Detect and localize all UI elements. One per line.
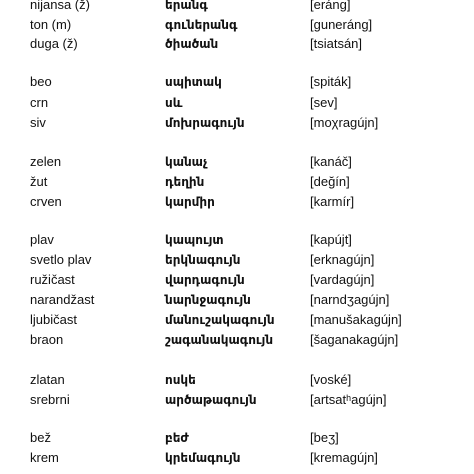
serbian-word: žut [30,174,48,189]
armenian-word: բեժ [165,431,189,445]
armenian-word: գուներանգ [165,18,238,32]
armenian-word: երկնագույն [165,253,241,267]
transliteration: [guneráng] [310,17,373,32]
serbian-word: narandžast [30,292,95,307]
serbian-word: zlatan [30,372,65,387]
list-item [0,310,474,330]
transliteration: [narndʒagújn] [310,292,390,307]
serbian-word: ružičast [30,272,75,287]
armenian-word: դեղին [165,175,205,189]
serbian-word: krem [30,450,59,465]
transliteration: [kapújt] [310,232,352,247]
list-item [0,152,474,172]
armenian-word: արծաթագույն [165,393,257,407]
armenian-word: նարնջագույն [165,293,251,307]
armenian-word: ոսկե [165,373,196,387]
list-item [0,34,474,54]
list-item [0,172,474,192]
armenian-word: մանուշակագույն [165,313,275,327]
list-item [0,72,474,92]
serbian-word: nijansa (ž) [30,0,90,12]
transliteration: [voské] [310,372,352,387]
armenian-word: երանգ [165,0,208,12]
serbian-word: zelen [30,154,62,169]
transliteration: [değín] [310,174,350,189]
armenian-word: վարդագույն [165,273,245,287]
armenian-word: կարմիր [165,195,215,209]
list-item [0,390,474,410]
transliteration: [moχragújn] [310,115,379,130]
list-item [0,428,474,448]
serbian-word: siv [30,115,46,130]
list-item [0,0,474,15]
list-item [0,250,474,270]
list-item [0,290,474,310]
transliteration: [artsatʰagújn] [310,392,387,407]
transliteration: [eráng] [310,0,351,12]
list-item [0,192,474,212]
transliteration: [sev] [310,95,338,110]
list-item [0,448,474,468]
transliteration: [kremagújn] [310,450,378,465]
transliteration: [vardagújn] [310,272,375,287]
list-item [0,370,474,390]
transliteration: [kanáč] [310,154,352,169]
armenian-word: կրեմագույն [165,451,241,465]
armenian-word: ծիածան [165,37,219,51]
list-item [0,113,474,133]
armenian-word: մոխրագույն [165,116,245,130]
serbian-word: crn [30,95,49,110]
transliteration: [beʒ] [310,430,339,445]
serbian-word: beo [30,74,52,89]
transliteration: [manušakagújn] [310,312,402,327]
serbian-word: braon [30,332,64,347]
list-item [0,270,474,290]
serbian-word: crven [30,194,62,209]
transliteration: [erknagújn] [310,252,375,267]
armenian-word: շագանակագույն [165,333,274,347]
transliteration: [tsiatsán] [310,36,363,51]
armenian-word: սև [165,96,183,110]
serbian-word: bež [30,430,51,445]
armenian-word: սպիտակ [165,75,222,89]
armenian-word: կապույտ [165,233,224,247]
serbian-word: srebrni [30,392,70,407]
transliteration: [karmír] [310,194,355,209]
list-item [0,15,474,35]
list-item [0,93,474,113]
serbian-word: plav [30,232,54,247]
armenian-word: կանաչ [165,155,208,169]
serbian-word: duga (ž) [30,36,78,51]
list-item [0,230,474,250]
transliteration: [šaganakagújn] [310,332,399,347]
serbian-word: ton (m) [30,17,72,32]
serbian-word: svetlo plav [30,252,92,267]
serbian-word: ljubičast [30,312,77,327]
transliteration: [spiták] [310,74,352,89]
list-item [0,330,474,350]
